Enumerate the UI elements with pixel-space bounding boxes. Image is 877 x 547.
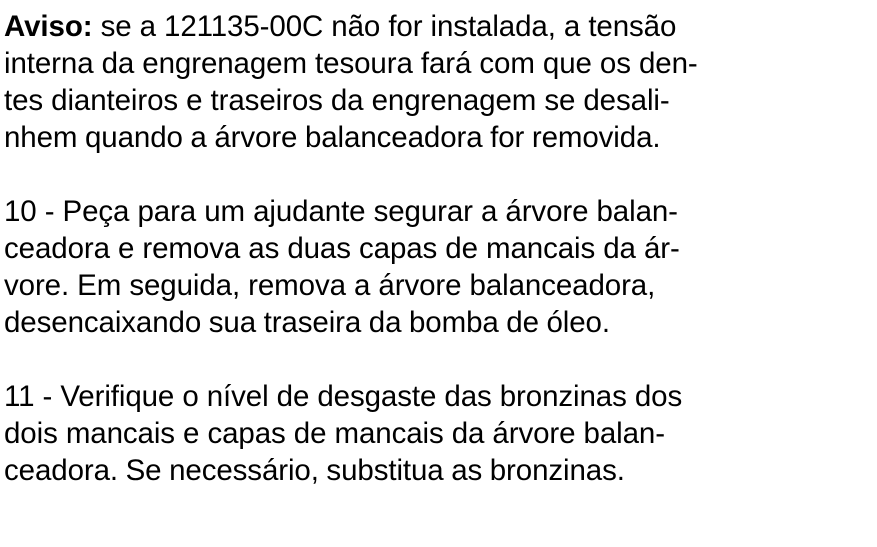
paragraph-line: desencaixando sua traseira da bomba de óleo. (4, 306, 610, 339)
warning-paragraph (4, 8, 871, 156)
paragraph-line: ceadora e remova as duas capas de mancais da ár- (4, 232, 680, 265)
paragraph-line: nhem quando a árvore balanceadora for removida. (4, 121, 661, 154)
warning-label: Aviso: (4, 10, 93, 43)
paragraph-line: 11 - Verifique o nível de desgaste das bronzinas dos (4, 380, 683, 413)
step-10-paragraph (4, 193, 871, 341)
paragraph-line (4, 8, 871, 45)
paragraph-line: tes dianteiros e traseiros da engrenagem se desali- (4, 84, 670, 117)
paragraph-spacer (4, 341, 871, 378)
paragraph-line: ceadora. Se necessário, substitua as bronzinas. (4, 454, 625, 487)
step-11-paragraph (4, 378, 871, 489)
paragraph-line: dois mancais e capas de mancais da árvore balan- (4, 417, 665, 450)
paragraph-line: vore. Em seguida, remova a árvore balanceadora, (4, 269, 656, 302)
paragraph-spacer (4, 156, 871, 193)
paragraph-line: interna da engrenagem tesoura fará com que os den- (4, 47, 698, 80)
warning-line-1: se a 121135-00C não for instalada, a tensão (92, 10, 677, 43)
paragraph-line: 10 - Peça para um ajudante segurar a árvore balan- (4, 195, 678, 228)
